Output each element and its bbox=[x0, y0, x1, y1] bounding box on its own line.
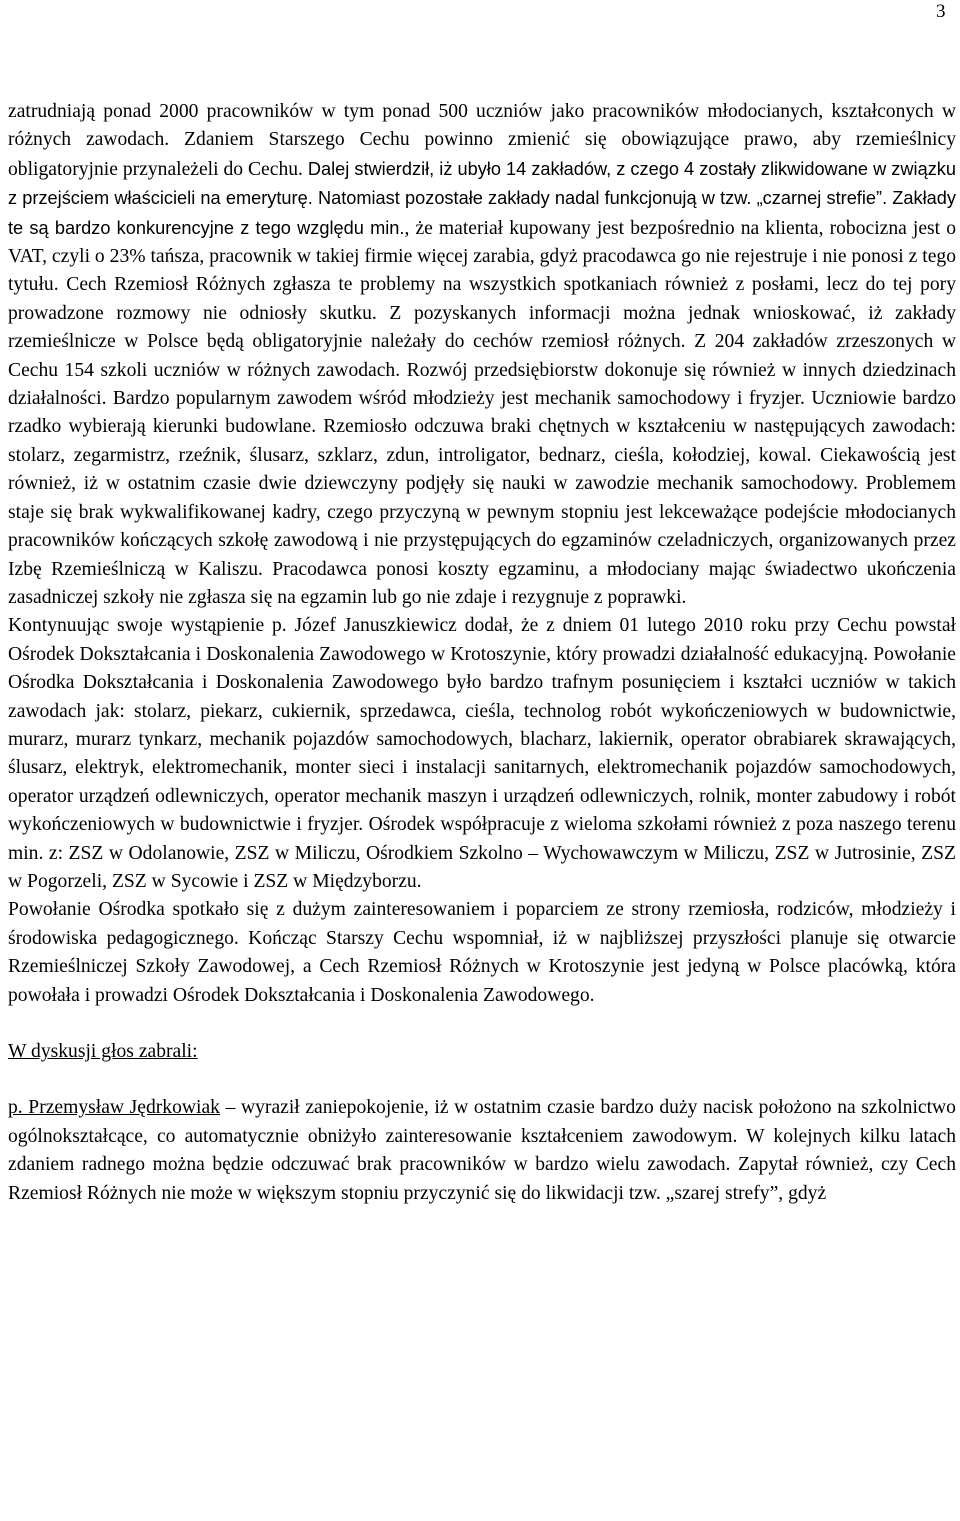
paragraph-1-text-a: zatrudniają ponad 2000 pracowników w tym ponad 500 uczniów jako pracowników młodocianych, kształconych w różnych zawodach. Zdaniem Starszego Cechu powinno zmienić się obowiązujące prawo, aby rzemieślnicy obligatoryjnie przynależeli do Cechu. bbox=[8, 101, 956, 180]
paragraph-3 bbox=[8, 896, 956, 1010]
speaker-name: p. Przemysław Jędrkowiak bbox=[8, 1097, 220, 1119]
paragraph-1-text-c: , że materiał kupowany jest bezpośrednio na klienta, robocizna jest o VAT, czyli o 23% tańsza, pracownik w takiej firmie więcej zarabia, gdyż pracodawca go nie rejestruje i nie ponosi z tego tytułu. Cech Rzemiosł Różnych zgłasza te problemy na wszystkich spotkaniach również z posłami, lecz do tej pory prowadzone rozmowy nie odniosły skutku. Z pozyskanych informacji można jednak wnioskować, iż zakłady rzemieślnicze w Polsce będą obligatoryjnie należały do cechów rzemiosł różnych. Z 204 zakładów zrzeszonych w Cechu 154 szkoli uczniów w różnych zawodach. Rozwój przedsiębiorstw dokonuje się również w innych dziedzinach działalności. Bardzo popularnym zawodem wśród młodzieży jest mechanik samochodowy i fryzjer. Uczniowie bardzo rzadko wybierają kierunki budowlane. Rzemiosło odczuwa braki chętnych w kształceniu w następujących zawodach: stolarz, zegarmistrz, rzeźnik, ślusarz, szklarz, zdun, introligator, bednarz, cieśla, kołodziej, kowal. Ciekawością jest również, iż w ostatnim czasie dwie dziewczyny podjęły się nauki w zawodzie mechanik samochodowy. Problemem staje się brak wykwalifikowanej kadry, czego przyczyną w pewnym stopniu jest lekceważące podejście młodocianych pracowników kończących szkołę zawodową i nie przystępujących do egzaminów czeladniczych, organizowanych przez Izbę Rzemieślniczą w Kaliszu. Pracodawca ponosi koszty egzaminu, a młodociany mając świadectwo ukończenia zasadniczej szkoły nie zgłasza się na egzamin lub go nie zdaje i rezygnuje z poprawki. bbox=[8, 217, 957, 608]
document-body bbox=[8, 98, 956, 1208]
paragraph-3-text: Powołanie Ośrodka spotkało się z dużym zainteresowaniem i poparciem ze strony rzemiosła, rodziców, młodzieży i środowiska pedagogicznego. Kończąc Starszy Cechu wspomniał, iż w najbliższej przyszłości planuje się otwarcie Rzemieślniczej Szkoły Zawodowej, a Cech Rzemiosł Różnych w Krotoszynie jest jedyną w Polsce placówką, która powołała i prowadzi Ośrodek Dokształcania i Doskonalenia Zawodowego. bbox=[8, 899, 956, 1006]
speaker-statement: – wyraził zaniepokojenie, iż w ostatnim czasie bardzo duży nacisk położono na szkolnictwo ogólnokształcące, co automatycznie obniżyło zainteresowanie kształceniem zawodowym. W kolejnych kilku latach zdaniem radnego można będzie odczuwać brak pracowników w bardzo wielu zawodach. Zapytał również, czy Cech Rzemiosł Różnych nie może w większym stopniu przyczynić się do likwidacji tzw. „szarej strefy”, gdyż bbox=[8, 1097, 956, 1204]
spacer bbox=[8, 1010, 956, 1038]
discussion-heading-text: W dyskusji głos zabrali: bbox=[8, 1041, 198, 1062]
paragraph-2-text: Kontynuując swoje wystąpienie p. Józef Januszkiewicz dodał, że z dniem 01 lutego 2010 roku przy Cechu powstał Ośrodek Dokształcania i Doskonalenia Zawodowego w Krotoszynie, który prowadzi działalność edukacyjną. Powołanie Ośrodka Dokształcania i Doskonalenia Zawodowego było bardzo trafnym posunięciem i kształci uczniów w takich zawodach jak: stolarz, piekarz, cukiernik, sprzedawca, cieśla, technolog robót wykończeniowych w budownictwie, murarz, murarz tynkarz, mechanik pojazdów samochodowych, blacharz, lakiernik, operator obrabiarek skrawających, ślusarz, elektryk, elektromechanik, monter sieci i instalacji sanitarnych, elektromechanik pojazdów samochodowych, operator urządzeń odlewniczych, operator mechanik maszyn i urządzeń odlewniczych, rolnik, monter zabudowy i robót wykończeniowych w budownictwie i fryzjer. Ośrodek współpracuje z wieloma szkołami również z poza naszego terenu min. z: ZSZ w Odolanowie, ZSZ w Miliczu, Ośrodkiem Szkolno – Wychowawczym w Miliczu, ZSZ w Jutrosinie, ZSZ w Pogorzeli, ZSZ w Sycowie i ZSZ w Międzyborzu. bbox=[8, 615, 956, 892]
paragraph-2 bbox=[8, 612, 956, 896]
paragraph-1 bbox=[8, 98, 956, 612]
paragraph-1-text-b: Dalej stwierdził, iż ubyło 14 zakładów, z czego 4 zostały zlikwidowane w związku z przejściem właścicieli na emeryturę. Natomiast pozostałe zakłady nadal funkcjonują w tzw. „czarnej strefie”. Zakłady te są bardzo konkurencyjne z tego względu min. bbox=[8, 158, 956, 238]
speaker-paragraph bbox=[8, 1094, 956, 1208]
discussion-heading bbox=[8, 1038, 956, 1066]
spacer bbox=[8, 1066, 956, 1094]
page-number: 3 bbox=[936, 1, 946, 22]
